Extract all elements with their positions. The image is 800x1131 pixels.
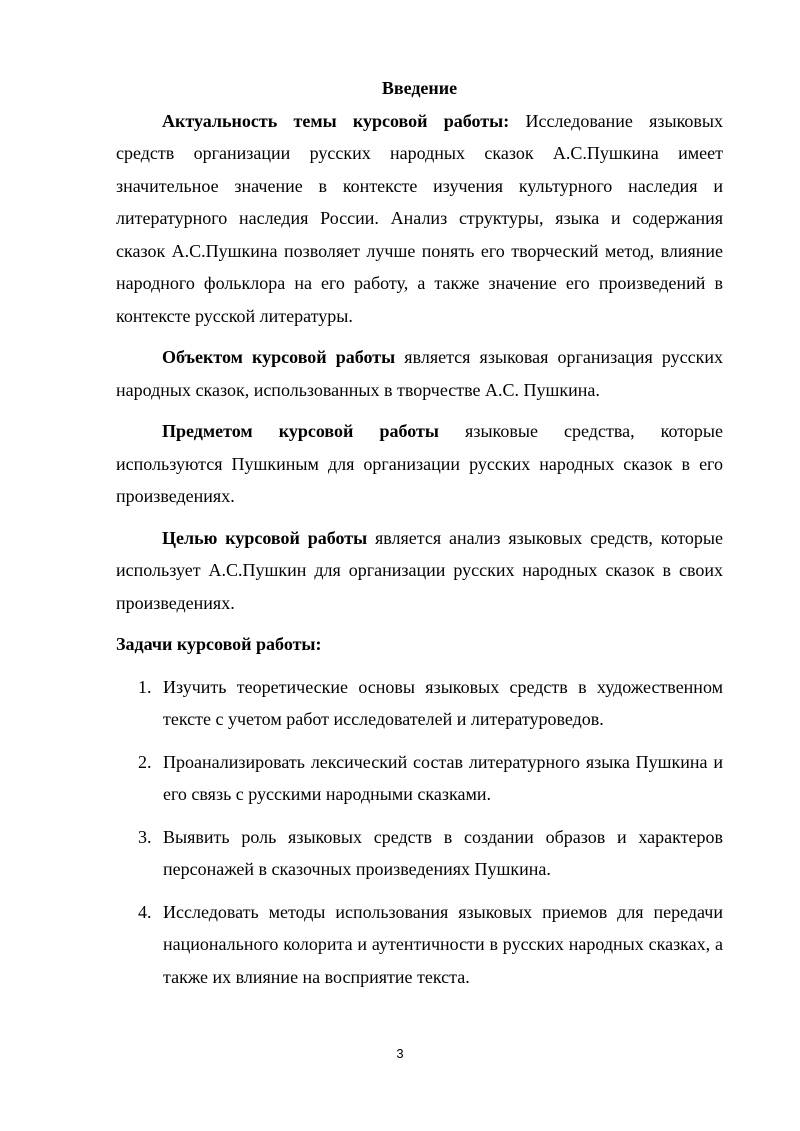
paragraph-goal [116, 522, 723, 620]
list-item-number: 1. [138, 676, 152, 697]
list-item [116, 896, 723, 994]
paragraph-lead: Предметом курсовой работы [162, 421, 439, 441]
paragraph-text: является языковая организация русских народных сказок, использованных в творчестве А.С. Пушкина. [116, 347, 723, 400]
paragraph-text: Исследование языковых средств организации русских народных сказок А.С.Пушкина имеет значительное значение в контексте изучения культурного наследия и литературного наследия России. Анализ структуры, языка и содержания сказок А.С.Пушкина позволяет лучше понять его творческий метод, влияние народного фольклора на его работу, а также значение его произведений в контексте русской литературы. [116, 110, 723, 326]
list-item [116, 821, 723, 886]
page-number: 3 [396, 1046, 404, 1061]
list-item-text: Исследовать методы использования языковых приемов для передачи национального колорита и аутентичности в русских народных сказках, а также их влияние на восприятие текста. [163, 901, 723, 987]
tasks-heading: Задачи курсовой работы: [116, 634, 322, 654]
list-item-text: Выявить роль языковых средств в создании образов и характеров персонажей в сказочных произведениях Пушкина. [163, 826, 723, 879]
paragraph-object [116, 341, 723, 406]
list-item-number: 4. [138, 901, 152, 922]
paragraph-relevance [116, 105, 723, 333]
list-item-text: Изучить теоретические основы языковых средств в художественном тексте с учетом работ исследователей и литературоведов. [163, 676, 723, 729]
list-item [116, 671, 723, 736]
paragraph-lead: Целью курсовой работы [162, 527, 368, 548]
list-item [116, 746, 723, 811]
page-title: Введение [381, 78, 458, 98]
task-list [116, 671, 723, 994]
paragraph-lead: Объектом курсовой работы [162, 347, 396, 367]
list-item-number: 2. [138, 751, 152, 772]
paragraph-subject [116, 415, 723, 513]
page-content [116, 72, 723, 1003]
paragraph-lead: Актуальность темы курсовой работы: [162, 110, 510, 131]
list-item-text: Проанализировать лексический состав литературного языка Пушкина и его связь с русскими народными сказками. [163, 751, 723, 804]
paragraph-text: является анализ языковых средств, которые использует А.С.Пушкин для организации русских народных сказок в своих произведениях. [116, 527, 724, 613]
paragraph-text: языковые средства, которые используются Пушкиным для организации русских народных сказок в его произведениях. [116, 421, 723, 506]
list-item-number: 3. [138, 826, 152, 847]
